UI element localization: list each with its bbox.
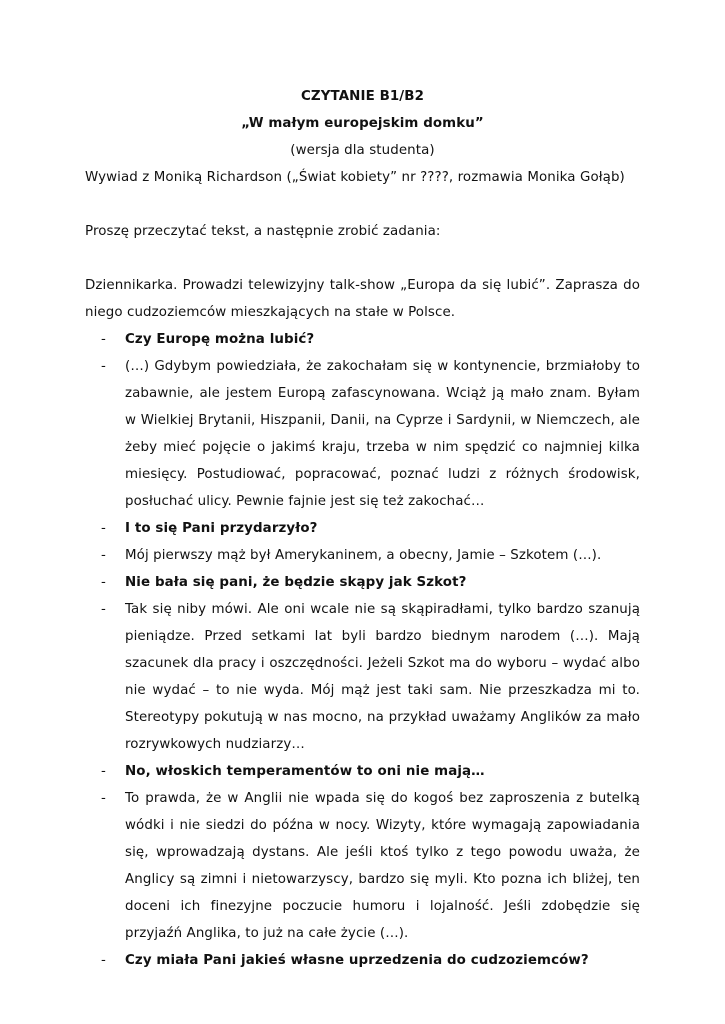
dialogue-question: [85, 515, 640, 542]
dialogue-text: Czy Europę można lubić?: [125, 332, 315, 347]
dialogue-question: [85, 326, 640, 353]
doc-source-line: Wywiad z Moniką Richardson („Świat kobiety” nr ????, rozmawia Monika Gołąb): [85, 170, 625, 185]
dialogue-answer: [85, 596, 640, 758]
document-header: [85, 83, 640, 191]
dialogue-list: [85, 326, 640, 974]
dialogue-text: Czy miała Pani jakieś własne uprzedzenia do cudzoziemców?: [125, 953, 589, 968]
doc-subtitle: „W małym europejskim domku”: [241, 116, 484, 131]
list-dash-marker: -: [101, 521, 106, 536]
dialogue-text: Nie bała się pani, że będzie skąpy jak Szkot?: [125, 575, 467, 590]
dialogue-answer: [85, 785, 640, 947]
dialogue-question: [85, 947, 640, 974]
dialogue-text: I to się Pani przydarzyło?: [125, 521, 318, 536]
dialogue-text: To prawda, że w Anglii nie wpada się do kogoś bez zaproszenia z butelką wódki i nie siedzi do późna w nocy. Wizyty, które wymagają zapowiadania się, wprowadzają dystans. Ale jeśli ktoś tylko z tego powodu uważa, że Anglicy są zimni i nietowarzyscy, bardzo się myli. Kto pozna ich bliżej, ten doceni ich finezyjne poczucie humoru i lojalność. Jeśli zdobędzie się przyjaźń Anglika, to już na całe życie (…).: [125, 791, 640, 941]
dialogue-answer: [85, 353, 640, 515]
dialogue-answer: [85, 542, 640, 569]
doc-title: CZYTANIE B1/B2: [300, 89, 425, 104]
doc-version-note: (wersja dla studenta): [290, 143, 435, 158]
dialogue-text: Tak się niby mówi. Ale oni wcale nie są skąpiradłami, tylko bardzo szanują pieniądze. Przed setkami lat byli bardzo biednym narodem (…). Mają szacunek dla pracy i oszczędności. Jeżeli Szkot ma do wyboru – wydać albo nie wydać – to nie wyda. Mój mąż jest taki sam. Nie przeszkadza mi to. Stereotypy pokutują w nas mocno, na przykład uważamy Anglików za mało rozrywkowych nudziarzy…: [125, 602, 640, 752]
dialogue-text: Mój pierwszy mąż był Amerykaninem, a obecny, Jamie – Szkotem (…).: [125, 548, 602, 563]
list-dash-marker: -: [101, 953, 106, 968]
list-dash-marker: -: [101, 332, 106, 347]
intro-paragraph: Dziennikarka. Prowadzi telewizyjny talk-show „Europa da się lubić”. Zaprasza do niego cudzoziemców mieszkających na stałe w Polsce.: [85, 278, 640, 320]
list-dash-marker: -: [101, 602, 106, 617]
dialogue-question: [85, 758, 640, 785]
list-dash-marker: -: [101, 791, 106, 806]
dialogue-text: (…) Gdybym powiedziała, że zakochałam się w kontynencie, brzmiałoby to zabawnie, ale jestem Europą zafascynowana. Wciąż ją mało znam. Byłam w Wielkiej Brytanii, Hiszpanii, Danii, na Cyprze i Sardynii, w Niemczech, ale żeby mieć pojęcie o jakimś kraju, trzeba w nim spędzić co najmniej kilka miesięcy. Postudiować, popracować, poznać ludzi z różnych środowisk, posłuchać ulicy. Pewnie fajnie jest się też zakochać…: [125, 359, 640, 509]
dialogue-question: [85, 569, 640, 596]
list-dash-marker: -: [101, 575, 106, 590]
list-dash-marker: -: [101, 764, 106, 779]
list-dash-marker: -: [101, 359, 106, 374]
dialogue-text: No, włoskich temperamentów to oni nie mają…: [125, 764, 485, 779]
instruction-text: Proszę przeczytać tekst, a następnie zrobić zadania:: [85, 224, 441, 239]
list-dash-marker: -: [101, 548, 106, 563]
